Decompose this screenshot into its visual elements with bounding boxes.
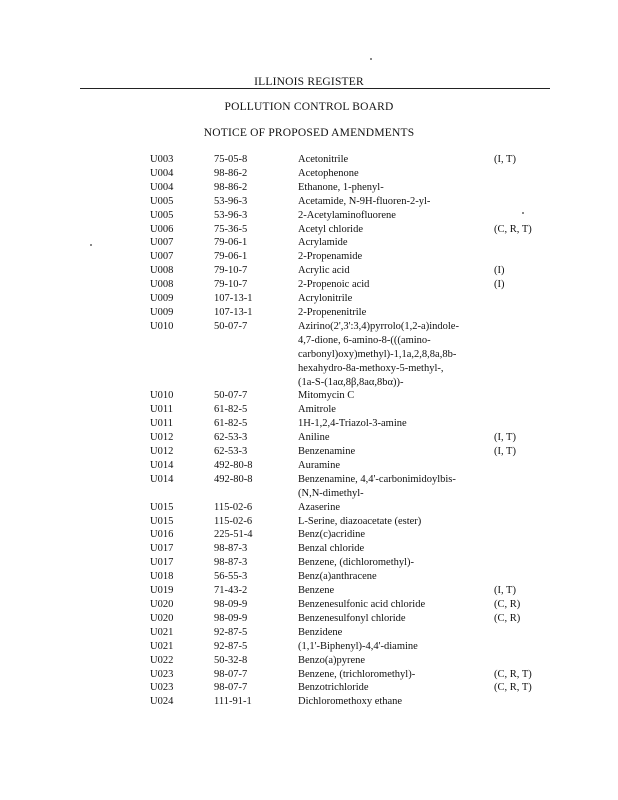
cas-number-cell: 61-82-5 bbox=[214, 418, 248, 430]
substance-name-cell: Acetamide, N-9H-fluoren-2-yl- bbox=[298, 195, 431, 207]
table-row bbox=[150, 556, 580, 570]
table-row bbox=[150, 236, 580, 250]
cas-number-cell: 56-55-3 bbox=[214, 571, 248, 583]
table-row bbox=[150, 334, 580, 348]
hazard-code-cell bbox=[494, 362, 580, 376]
waste-code-cell: U019 bbox=[150, 585, 174, 597]
table-row bbox=[150, 181, 580, 195]
cas-number-cell: 61-82-5 bbox=[214, 404, 248, 416]
waste-code-cell: U009 bbox=[150, 306, 174, 318]
substance-name-cell: Acrylic acid bbox=[298, 265, 350, 277]
table-row bbox=[150, 348, 580, 362]
cas-number-cell: 492-80-8 bbox=[214, 459, 253, 471]
hazard-code-cell bbox=[494, 250, 580, 264]
table-row bbox=[150, 431, 580, 445]
table-row bbox=[150, 153, 580, 167]
waste-code-cell: U004 bbox=[150, 181, 174, 193]
hazard-code-cell bbox=[494, 640, 580, 654]
header-rule bbox=[80, 88, 550, 89]
substance-name-cell: Azirino(2',3':3,4)pyrrolo(1,2-a)indole- bbox=[298, 320, 459, 332]
table-row bbox=[150, 250, 580, 264]
hazard-code-cell: (I, T) bbox=[494, 446, 516, 458]
table-row bbox=[150, 695, 580, 709]
substance-name-cell: L-Serine, diazoacetate (ester) bbox=[298, 515, 422, 527]
substance-name-cell: Dichloromethoxy ethane bbox=[298, 696, 403, 708]
substance-name-cell: Acetophenone bbox=[298, 167, 359, 179]
hazard-code-cell: (C, R, T) bbox=[494, 668, 532, 680]
cas-number-cell: 62-53-3 bbox=[214, 432, 248, 444]
table-row bbox=[150, 570, 580, 584]
table-row bbox=[150, 626, 580, 640]
cas-number-cell: 79-06-1 bbox=[214, 251, 248, 263]
substance-name-cell: Benzal chloride bbox=[298, 543, 365, 555]
substance-name-cell: (N,N-dimethyl- bbox=[298, 487, 364, 499]
cas-number-cell: 75-36-5 bbox=[214, 223, 248, 235]
cas-number-cell: 98-87-3 bbox=[214, 557, 248, 569]
waste-code-cell: U018 bbox=[150, 571, 174, 583]
waste-code-cell: U023 bbox=[150, 668, 174, 680]
cas-number-cell bbox=[214, 487, 298, 501]
cas-number-cell: 75-05-8 bbox=[214, 154, 248, 165]
substance-name-cell: Benzo(a)pyrene bbox=[298, 654, 366, 666]
scan-speck bbox=[90, 244, 92, 246]
hazard-code-cell bbox=[494, 389, 580, 403]
hazard-code-cell bbox=[494, 292, 580, 306]
hazard-code-cell bbox=[494, 542, 580, 556]
hazard-code-cell: (I) bbox=[494, 265, 505, 277]
table-row bbox=[150, 542, 580, 556]
cas-number-cell: 98-86-2 bbox=[214, 181, 248, 193]
substance-name-cell: 2-Propenenitrile bbox=[298, 306, 367, 318]
waste-code-cell: U012 bbox=[150, 446, 174, 458]
cas-number-cell: 115-02-6 bbox=[214, 501, 253, 513]
waste-code-cell: U016 bbox=[150, 529, 174, 541]
cas-number-cell: 115-02-6 bbox=[214, 515, 253, 527]
waste-code-cell: U008 bbox=[150, 265, 174, 277]
hazard-code-cell bbox=[494, 528, 580, 542]
hazard-code-cell bbox=[494, 320, 580, 334]
hazard-code-cell bbox=[494, 459, 580, 473]
substance-name-cell: Amitrole bbox=[298, 404, 336, 416]
substance-name-cell: Benz(c)acridine bbox=[298, 529, 366, 541]
board-title: POLLUTION CONTROL BOARD bbox=[224, 101, 394, 113]
cas-number-cell: 98-87-3 bbox=[214, 543, 248, 555]
table-row bbox=[150, 473, 580, 487]
waste-code-cell: U020 bbox=[150, 612, 174, 624]
register-title: ILLINOIS REGISTER bbox=[254, 76, 364, 88]
hazard-code-cell: (I, T) bbox=[494, 154, 516, 165]
substance-name-cell: 2-Acetylaminofluorene bbox=[298, 209, 396, 221]
hazard-code-cell bbox=[494, 487, 580, 501]
cas-number-cell: 98-86-2 bbox=[214, 167, 248, 179]
substance-name-cell: Benz(a)anthracene bbox=[298, 571, 377, 583]
cas-number-cell: 71-43-2 bbox=[214, 585, 248, 597]
substance-name-cell: 2-Propenamide bbox=[298, 251, 363, 263]
waste-code-cell: U011 bbox=[150, 418, 173, 430]
waste-code-cell: U007 bbox=[150, 237, 174, 249]
cas-number-cell: 492-80-8 bbox=[214, 473, 253, 485]
waste-code-cell: U010 bbox=[150, 320, 174, 332]
substance-name-cell: Benzenamine bbox=[298, 446, 356, 458]
substance-name-cell: Benzene, (trichloromethyl)- bbox=[298, 668, 416, 680]
hazard-code-cell: (C, R) bbox=[494, 612, 521, 624]
substance-name-cell: (1a-S-(1aα,8β,8aα,8bα))- bbox=[298, 376, 404, 388]
cas-number-cell: 98-09-9 bbox=[214, 612, 248, 624]
cas-number-cell: 50-32-8 bbox=[214, 654, 248, 666]
cas-number-cell: 98-09-9 bbox=[214, 599, 248, 610]
waste-code-cell: U005 bbox=[150, 209, 174, 221]
hazard-code-cell: (I) bbox=[494, 279, 505, 291]
cas-number-cell: 50-07-7 bbox=[214, 320, 248, 332]
table-row bbox=[150, 445, 580, 459]
waste-code-table bbox=[150, 153, 580, 709]
cas-number-cell: 107-13-1 bbox=[214, 306, 253, 318]
waste-code-cell: U017 bbox=[150, 557, 174, 569]
hazard-code-cell bbox=[494, 334, 580, 348]
table-row bbox=[150, 598, 580, 612]
substance-name-cell: Acetyl chloride bbox=[298, 223, 364, 235]
hazard-code-cell bbox=[494, 195, 580, 209]
hazard-code-cell: (C, R) bbox=[494, 599, 521, 610]
table-row bbox=[150, 278, 580, 292]
table-row bbox=[150, 487, 580, 501]
hazard-code-cell: (C, R, T) bbox=[494, 223, 532, 235]
hazard-code-cell bbox=[494, 167, 580, 181]
waste-code-cell: U014 bbox=[150, 473, 174, 485]
table-row bbox=[150, 167, 580, 181]
waste-code-cell: U006 bbox=[150, 223, 174, 235]
cas-number-cell: 79-10-7 bbox=[214, 279, 248, 291]
substance-name-cell: 2-Propenoic acid bbox=[298, 279, 370, 291]
table-row bbox=[150, 515, 580, 529]
waste-code-cell: U003 bbox=[150, 154, 174, 165]
waste-code-cell: U010 bbox=[150, 390, 174, 402]
waste-code-cell: U008 bbox=[150, 279, 174, 291]
waste-code-table-body bbox=[150, 153, 580, 709]
waste-code-cell: U005 bbox=[150, 195, 174, 207]
waste-code-cell: U024 bbox=[150, 696, 174, 708]
waste-code-cell bbox=[150, 376, 214, 390]
cas-number-cell: 225-51-4 bbox=[214, 529, 253, 541]
cas-number-cell: 107-13-1 bbox=[214, 293, 253, 305]
table-row bbox=[150, 403, 580, 417]
cas-number-cell bbox=[214, 348, 298, 362]
waste-code-cell: U007 bbox=[150, 251, 174, 263]
table-row bbox=[150, 528, 580, 542]
table-row bbox=[150, 668, 580, 682]
waste-code-cell: U014 bbox=[150, 459, 174, 471]
hazard-code-cell bbox=[494, 695, 580, 709]
table-row bbox=[150, 612, 580, 626]
table-row bbox=[150, 209, 580, 223]
waste-code-cell: U009 bbox=[150, 293, 174, 305]
hazard-code-cell bbox=[494, 570, 580, 584]
table-row bbox=[150, 640, 580, 654]
table-row bbox=[150, 389, 580, 403]
hazard-code-cell bbox=[494, 626, 580, 640]
waste-code-cell: U004 bbox=[150, 167, 174, 179]
cas-number-cell bbox=[214, 334, 298, 348]
hazard-code-cell bbox=[494, 306, 580, 320]
hazard-code-cell bbox=[494, 403, 580, 417]
waste-code-cell bbox=[150, 362, 214, 376]
substance-name-cell: Acrylamide bbox=[298, 237, 348, 249]
hazard-code-cell: (I, T) bbox=[494, 585, 516, 597]
waste-code-cell: U017 bbox=[150, 543, 174, 555]
waste-code-cell: U015 bbox=[150, 515, 174, 527]
table-row bbox=[150, 264, 580, 278]
table-row bbox=[150, 306, 580, 320]
waste-code-cell: U021 bbox=[150, 626, 174, 638]
hazard-code-cell bbox=[494, 515, 580, 529]
hazard-code-cell bbox=[494, 654, 580, 668]
table-row bbox=[150, 584, 580, 598]
waste-code-cell: U023 bbox=[150, 682, 174, 694]
substance-name-cell: Benzenesulfonyl chloride bbox=[298, 612, 406, 624]
hazard-code-cell bbox=[494, 556, 580, 570]
table-row bbox=[150, 459, 580, 473]
substance-name-cell: Mitomycin C bbox=[298, 390, 355, 402]
cas-number-cell: 53-96-3 bbox=[214, 209, 248, 221]
waste-code-cell: U021 bbox=[150, 640, 174, 652]
hazard-code-cell: (C, R, T) bbox=[494, 682, 532, 694]
waste-code-cell: U022 bbox=[150, 654, 174, 666]
waste-code-cell bbox=[150, 334, 214, 348]
hazard-code-cell bbox=[494, 501, 580, 515]
waste-code-cell bbox=[150, 487, 214, 501]
cas-number-cell: 53-96-3 bbox=[214, 195, 248, 207]
substance-name-cell: Benzenamine, 4,4'-carbonimidoylbis- bbox=[298, 473, 456, 485]
cas-number-cell: 92-87-5 bbox=[214, 640, 248, 652]
table-row bbox=[150, 362, 580, 376]
scan-speck bbox=[370, 58, 372, 60]
cas-number-cell bbox=[214, 362, 298, 376]
waste-code-cell: U020 bbox=[150, 599, 174, 610]
substance-name-cell: Ethanone, 1-phenyl- bbox=[298, 181, 384, 193]
notice-title: NOTICE OF PROPOSED AMENDMENTS bbox=[203, 127, 415, 139]
substance-name-cell: Azaserine bbox=[298, 501, 340, 513]
substance-name-cell: Benzene bbox=[298, 585, 335, 597]
substance-name-cell: hexahydro-8a-methoxy-5-methyl-, bbox=[298, 362, 444, 374]
waste-code-cell: U012 bbox=[150, 432, 174, 444]
substance-name-cell: (1,1'-Biphenyl)-4,4'-diamine bbox=[298, 640, 418, 652]
table-row bbox=[150, 223, 580, 237]
substance-name-cell: Benzotrichloride bbox=[298, 682, 369, 694]
cas-number-cell: 98-07-7 bbox=[214, 682, 248, 694]
cas-number-cell: 79-06-1 bbox=[214, 237, 248, 249]
cas-number-cell: 62-53-3 bbox=[214, 446, 248, 458]
substance-name-cell: Benzidene bbox=[298, 626, 343, 638]
waste-code-cell: U015 bbox=[150, 501, 174, 513]
table-row bbox=[150, 654, 580, 668]
substance-name-cell: Acetonitrile bbox=[298, 154, 349, 165]
table-row bbox=[150, 376, 580, 390]
waste-code-cell bbox=[150, 348, 214, 362]
substance-name-cell: Acrylonitrile bbox=[298, 293, 353, 305]
hazard-code-cell bbox=[494, 376, 580, 390]
hazard-code-cell: (I, T) bbox=[494, 432, 516, 444]
substance-name-cell: carbonyl)oxy)methyl)-1,1a,2,8,8a,8b- bbox=[298, 348, 457, 360]
table-row bbox=[150, 501, 580, 515]
hazard-code-cell bbox=[494, 181, 580, 195]
substance-name-cell: Benzene, (dichloromethyl)- bbox=[298, 557, 415, 569]
hazard-code-cell bbox=[494, 417, 580, 431]
substance-name-cell: 1H-1,2,4-Triazol-3-amine bbox=[298, 418, 407, 430]
table-row bbox=[150, 681, 580, 695]
substance-name-cell: Auramine bbox=[298, 459, 340, 471]
cas-number-cell: 79-10-7 bbox=[214, 265, 248, 277]
cas-number-cell: 50-07-7 bbox=[214, 390, 248, 402]
substance-name-cell: 4,7-dione, 6-amino-8-(((amino- bbox=[298, 334, 431, 346]
cas-number-cell bbox=[214, 376, 298, 390]
cas-number-cell: 92-87-5 bbox=[214, 626, 248, 638]
hazard-code-cell bbox=[494, 209, 580, 223]
table-row bbox=[150, 417, 580, 431]
substance-name-cell: Aniline bbox=[298, 432, 330, 444]
substance-name-cell: Benzenesulfonic acid chloride bbox=[298, 599, 426, 610]
table-row bbox=[150, 320, 580, 334]
waste-code-cell: U011 bbox=[150, 404, 173, 416]
hazard-code-cell bbox=[494, 236, 580, 250]
cas-number-cell: 98-07-7 bbox=[214, 668, 248, 680]
hazard-code-cell bbox=[494, 348, 580, 362]
table-row bbox=[150, 195, 580, 209]
table-row bbox=[150, 292, 580, 306]
cas-number-cell: 111-91-1 bbox=[214, 696, 252, 708]
hazard-code-cell bbox=[494, 473, 580, 487]
